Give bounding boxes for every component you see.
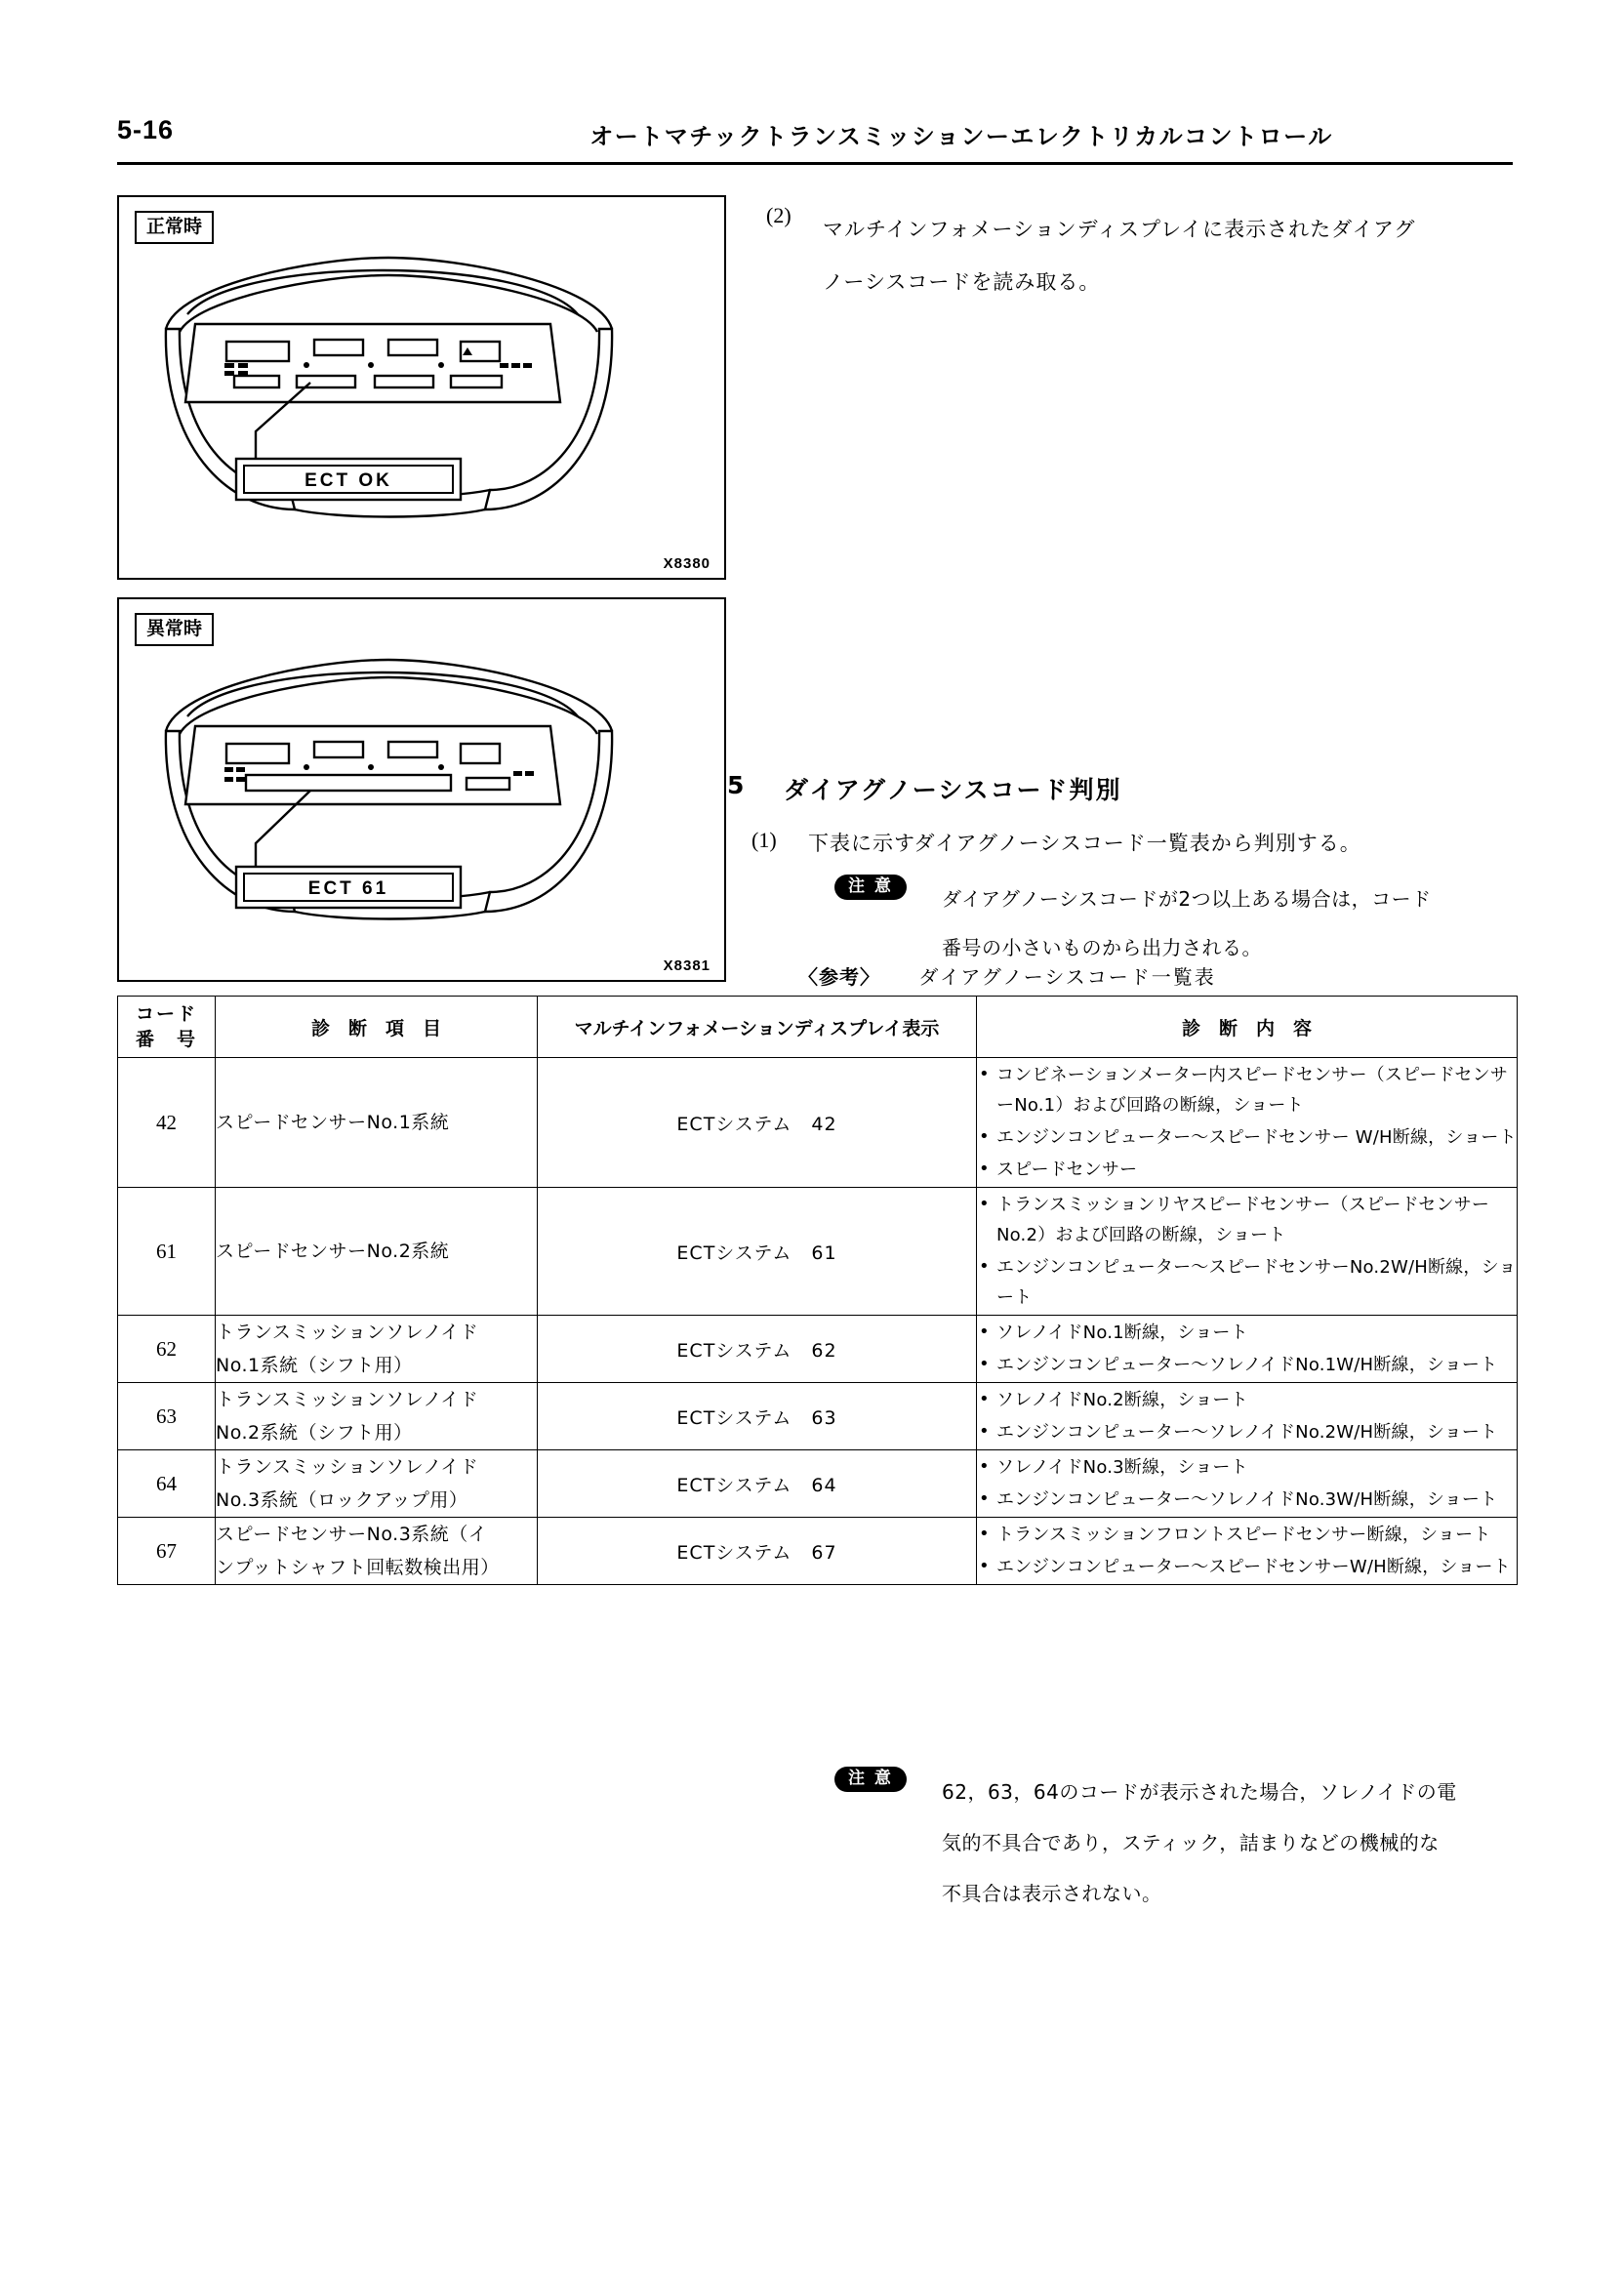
header-code-line1: コード bbox=[135, 1003, 197, 1025]
cell-item bbox=[216, 1383, 538, 1450]
cell-display: ECTシステム 61 bbox=[538, 1188, 977, 1316]
cell-display: ECTシステム 62 bbox=[538, 1316, 977, 1383]
desc-item: • エンジンコンピューター〜スピードセンサーW/H断線，ショート bbox=[977, 1552, 1517, 1582]
figure-normal bbox=[117, 195, 726, 580]
table-row bbox=[118, 1518, 1518, 1585]
reference-line bbox=[798, 961, 1216, 990]
cell-item-line: ンプットシャフト回転数検出用） bbox=[216, 1557, 500, 1578]
figure-code-abnormal: X8381 bbox=[663, 957, 710, 974]
caution-note-bottom bbox=[834, 1767, 1537, 1919]
display-text-abnormal: ECT 61 bbox=[307, 878, 389, 899]
desc-item: • ソレノイドNo.2断線，ショート bbox=[977, 1385, 1517, 1415]
cell-item-line: スピードセンサーNo.3系統（イ bbox=[216, 1524, 488, 1545]
cell-desc bbox=[977, 1316, 1518, 1383]
cell-code: 67 bbox=[118, 1518, 216, 1585]
cell-item-line: No.1系統（シフト用） bbox=[216, 1355, 413, 1376]
cell-code: 63 bbox=[118, 1383, 216, 1450]
cell-code: 42 bbox=[118, 1058, 216, 1188]
desc-item: • エンジンコンピューター〜ソレノイドNo.3W/H断線，ショート bbox=[977, 1485, 1517, 1515]
desc-item: • ソレノイドNo.1断線，ショート bbox=[977, 1318, 1517, 1348]
page-number: 5-16 bbox=[117, 115, 175, 144]
header-divider bbox=[117, 162, 1513, 165]
step-2-number: (2) bbox=[766, 203, 792, 227]
cell-desc bbox=[977, 1518, 1518, 1585]
cell-code: 64 bbox=[118, 1450, 216, 1518]
step-2-line-1: マルチインフォメーションディスプレイに表示されたダイアグ bbox=[823, 218, 1416, 241]
cell-item-line: No.2系統（シフト用） bbox=[216, 1422, 413, 1444]
header-code-line2: 番 号 bbox=[135, 1029, 197, 1050]
cell-item bbox=[216, 1450, 538, 1518]
figure-tag-normal: 正常時 bbox=[135, 211, 214, 244]
cell-item bbox=[216, 1316, 538, 1383]
desc-item: • トランスミッションリヤスピードセンサー（スピードセンサーNo.2）および回路の断線，ショート bbox=[977, 1190, 1517, 1250]
caution-top-line-1: ダイアグノーシスコードが2つ以上ある場合は，コード bbox=[942, 887, 1432, 911]
dtc-table bbox=[117, 996, 1518, 1585]
step-2-text bbox=[823, 203, 1518, 308]
figure-code-normal: X8380 bbox=[663, 555, 710, 572]
desc-item: • エンジンコンピューター〜ソレノイドNo.1W/H断線，ショート bbox=[977, 1350, 1517, 1380]
step-2 bbox=[766, 203, 1518, 308]
section-5-item-1-text: 下表に示すダイアグノーシスコード一覧表から判別する。 bbox=[808, 832, 1361, 855]
table-row bbox=[118, 1383, 1518, 1450]
figure-abnormal bbox=[117, 597, 726, 982]
cell-item bbox=[216, 1058, 538, 1188]
desc-item: • スピードセンサー bbox=[977, 1155, 1517, 1185]
section-5-item-1 bbox=[751, 828, 1532, 857]
caution-badge-bottom: 注 意 bbox=[834, 1767, 907, 1792]
step-2-line-2: ノーシスコードを読み取る。 bbox=[823, 270, 1101, 294]
cell-item bbox=[216, 1518, 538, 1585]
table-row bbox=[118, 1058, 1518, 1188]
caution-bottom-line-2: 気的不具合であり，スティック，詰まりなどの機械的な bbox=[942, 1831, 1440, 1854]
header-desc: 診 断 内 容 bbox=[977, 997, 1518, 1058]
cell-item-line: スピードセンサーNo.1系統 bbox=[216, 1112, 450, 1133]
section-5-title: ダイアグノーシスコード判別 bbox=[784, 776, 1122, 804]
caution-note-bottom-body bbox=[942, 1767, 1537, 1919]
page-title: オートマチックトランスミッションーエレクトリカルコントロール bbox=[589, 123, 1333, 150]
cell-desc bbox=[977, 1058, 1518, 1188]
desc-item: • エンジンコンピューター〜ソレノイドNo.2W/H断線，ショート bbox=[977, 1417, 1517, 1447]
cell-item-line: スピードセンサーNo.2系統 bbox=[216, 1241, 450, 1262]
cell-item-line: No.3系統（ロックアップ用） bbox=[216, 1489, 468, 1511]
cell-desc bbox=[977, 1450, 1518, 1518]
caution-bottom-line-1: 62，63，64のコードが表示された場合，ソレノイドの電 bbox=[942, 1780, 1457, 1804]
dtc-table-wrapper bbox=[117, 996, 1517, 1585]
cell-desc bbox=[977, 1383, 1518, 1450]
cell-code: 62 bbox=[118, 1316, 216, 1383]
caution-top-line-2: 番号の小さいものから出力される。 bbox=[942, 936, 1262, 959]
desc-item: • トランスミッションフロントスピードセンサー断線，ショート bbox=[977, 1520, 1517, 1550]
cell-code: 61 bbox=[118, 1188, 216, 1316]
section-5-heading bbox=[727, 771, 1527, 806]
header-code bbox=[118, 997, 216, 1058]
cell-item bbox=[216, 1188, 538, 1316]
instrument-cluster-illustration-abnormal bbox=[119, 599, 720, 976]
header-display: マルチインフォメーションディスプレイ表示 bbox=[538, 997, 977, 1058]
header-item: 診 断 項 目 bbox=[216, 997, 538, 1058]
cell-item-line: トランスミッションソレノイド bbox=[216, 1456, 479, 1478]
figure-tag-abnormal: 異常時 bbox=[135, 613, 214, 646]
caution-note-top-body bbox=[942, 875, 1518, 972]
desc-item: • ソレノイドNo.3断線，ショート bbox=[977, 1452, 1517, 1483]
caution-bottom-line-3: 不具合は表示されない。 bbox=[942, 1882, 1162, 1905]
page-header bbox=[117, 115, 1513, 170]
desc-item: • エンジンコンピューター〜スピードセンサー W/H断線，ショート bbox=[977, 1122, 1517, 1153]
cell-item-line: トランスミッションソレノイド bbox=[216, 1389, 479, 1410]
caution-badge-top: 注 意 bbox=[834, 875, 907, 900]
reference-label: 〈参考〉 bbox=[798, 965, 880, 989]
table-header-row bbox=[118, 997, 1518, 1058]
cell-display: ECTシステム 67 bbox=[538, 1518, 977, 1585]
cell-desc bbox=[977, 1188, 1518, 1316]
desc-item: • エンジンコンピューター〜スピードセンサーNo.2W/H断線，ショート bbox=[977, 1252, 1517, 1313]
cell-display: ECTシステム 64 bbox=[538, 1450, 977, 1518]
caution-note-top bbox=[834, 875, 1518, 972]
table-row bbox=[118, 1316, 1518, 1383]
cell-display: ECTシステム 63 bbox=[538, 1383, 977, 1450]
section-5-number: 5 bbox=[727, 771, 745, 799]
cell-item-line: トランスミッションソレノイド bbox=[216, 1322, 479, 1343]
cell-display: ECTシステム 42 bbox=[538, 1058, 977, 1188]
instrument-cluster-illustration-normal bbox=[119, 197, 720, 574]
reference-text: ダイアグノーシスコード一覧表 bbox=[918, 965, 1216, 989]
section-5-item-1-number: (1) bbox=[751, 828, 777, 852]
desc-item: • コンビネーションメーター内スピードセンサー（スピードセンサーNo.1）および回路の断線，ショート bbox=[977, 1060, 1517, 1120]
table-row bbox=[118, 1188, 1518, 1316]
display-text-normal: ECT OK bbox=[304, 470, 392, 491]
table-row bbox=[118, 1450, 1518, 1518]
